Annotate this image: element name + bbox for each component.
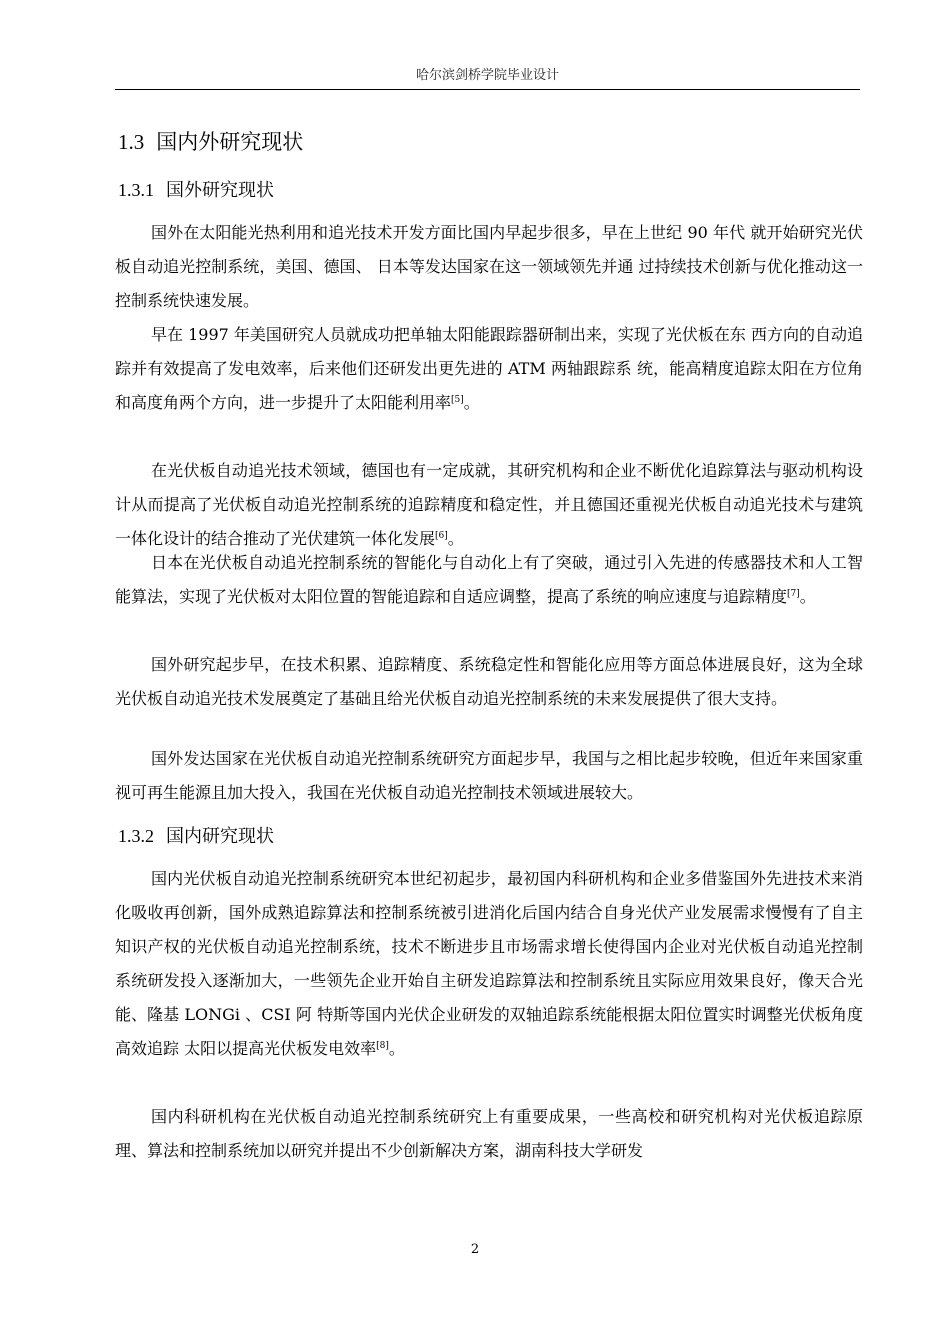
paragraph: 国内光伏板自动追光控制系统研究本世纪初起步，最初国内科研机构和企业多借鉴国外先进技术来消化吸收再创新，国外成熟追踪算法和控制系统被引进消化后国内结合自身光伏产业发展需求慢慢有了自主知识产权的光伏板自动追光控制系统，技术不断进步且市场需求增长使得国内企业对光伏板自动追光控制系统研发投入逐渐加大，一些领先企业开始自主研发追踪算法和控制系统且实际应用效果良好，像天合光能、隆基 LONGi 、CSI 阿 特斯等国内光伏企业研发的双轴追踪系统能根据太阳位置实时调整光伏板角度高效追踪 太阳以提高光伏板发电效率[8]。 bbox=[115, 869, 863, 1058]
citation: [5] bbox=[451, 395, 464, 405]
running-header: 哈尔滨剑桥学院毕业设计 bbox=[415, 68, 559, 83]
paragraph: 国内科研机构在光伏板自动追光控制系统研究上有重要成果，一些高校和研究机构对光伏板追踪原理、算法和控制系统加以研究并提出不少创新解决方案，湖南科技大学研发 bbox=[115, 1107, 863, 1160]
section-title: 国内外研究现状 bbox=[156, 130, 304, 154]
subsection-heading-domestic bbox=[118, 822, 274, 848]
citation: [7] bbox=[787, 589, 800, 599]
subsection-heading-foreign bbox=[118, 176, 274, 202]
paragraph: 在光伏板自动追光技术领域，德国也有一定成就，其研究机构和企业不断优化追踪算法与驱动机构设计从而提高了光伏板自动追光控制系统的追踪精度和稳定性，并且德国还重视光伏板自动追光技术与建筑一体化设计的结合推动了光伏建筑一体化发展[6]。 bbox=[115, 461, 863, 548]
section-heading bbox=[118, 126, 303, 156]
section-number: 1.3 bbox=[118, 130, 145, 154]
paragraph: 国外在太阳能光热利用和追光技术开发方面比国内早起步很多，早在上世纪 90 年代 就开始研究光伏板自动追光控制系统，美国、德国、 日本等发达国家在这一领域领先并通 过持续技术创新与优化推动这一控制系统快速发展。 bbox=[115, 223, 863, 310]
subsection-title: 国外研究现状 bbox=[166, 180, 274, 201]
subsection-number: 1.3.2 bbox=[118, 826, 154, 846]
citation: [6] bbox=[435, 531, 448, 541]
paragraph: 国外发达国家在光伏板自动追光控制系统研究方面起步早，我国与之相比起步较晚，但近年来国家重视可再生能源且加大投入，我国在光伏板自动追光控制技术领域进展较大。 bbox=[115, 749, 863, 802]
paragraph: 早在 1997 年美国研究人员就成功把单轴太阳能跟踪器研制出来，实现了光伏板在东 西方向的自动追踪并有效提高了发电效率，后来他们还研发出更先进的 ATM 两轴跟踪系 统，能高精度追踪太阳在方位角和高度角两个方向，进一步提升了太阳能利用率[5]。 bbox=[115, 325, 863, 412]
citation: [8] bbox=[376, 1041, 389, 1051]
paragraph: 国外研究起步早，在技术积累、追踪精度、系统稳定性和智能化应用等方面总体进展良好，这为全球光伏板自动追光技术发展奠定了基础且给光伏板自动追光控制系统的未来发展提供了很大支持。 bbox=[115, 655, 863, 708]
header-divider bbox=[115, 89, 860, 90]
page-number: 2 bbox=[470, 1242, 480, 1257]
paragraph: 日本在光伏板自动追光控制系统的智能化与自动化上有了突破，通过引入先进的传感器技术和人工智能算法，实现了光伏板对太阳位置的智能追踪和自适应调整，提高了系统的响应速度与追踪精度[7]。 bbox=[115, 553, 863, 606]
subsection-title: 国内研究现状 bbox=[166, 826, 274, 847]
subsection-number: 1.3.1 bbox=[118, 180, 154, 200]
